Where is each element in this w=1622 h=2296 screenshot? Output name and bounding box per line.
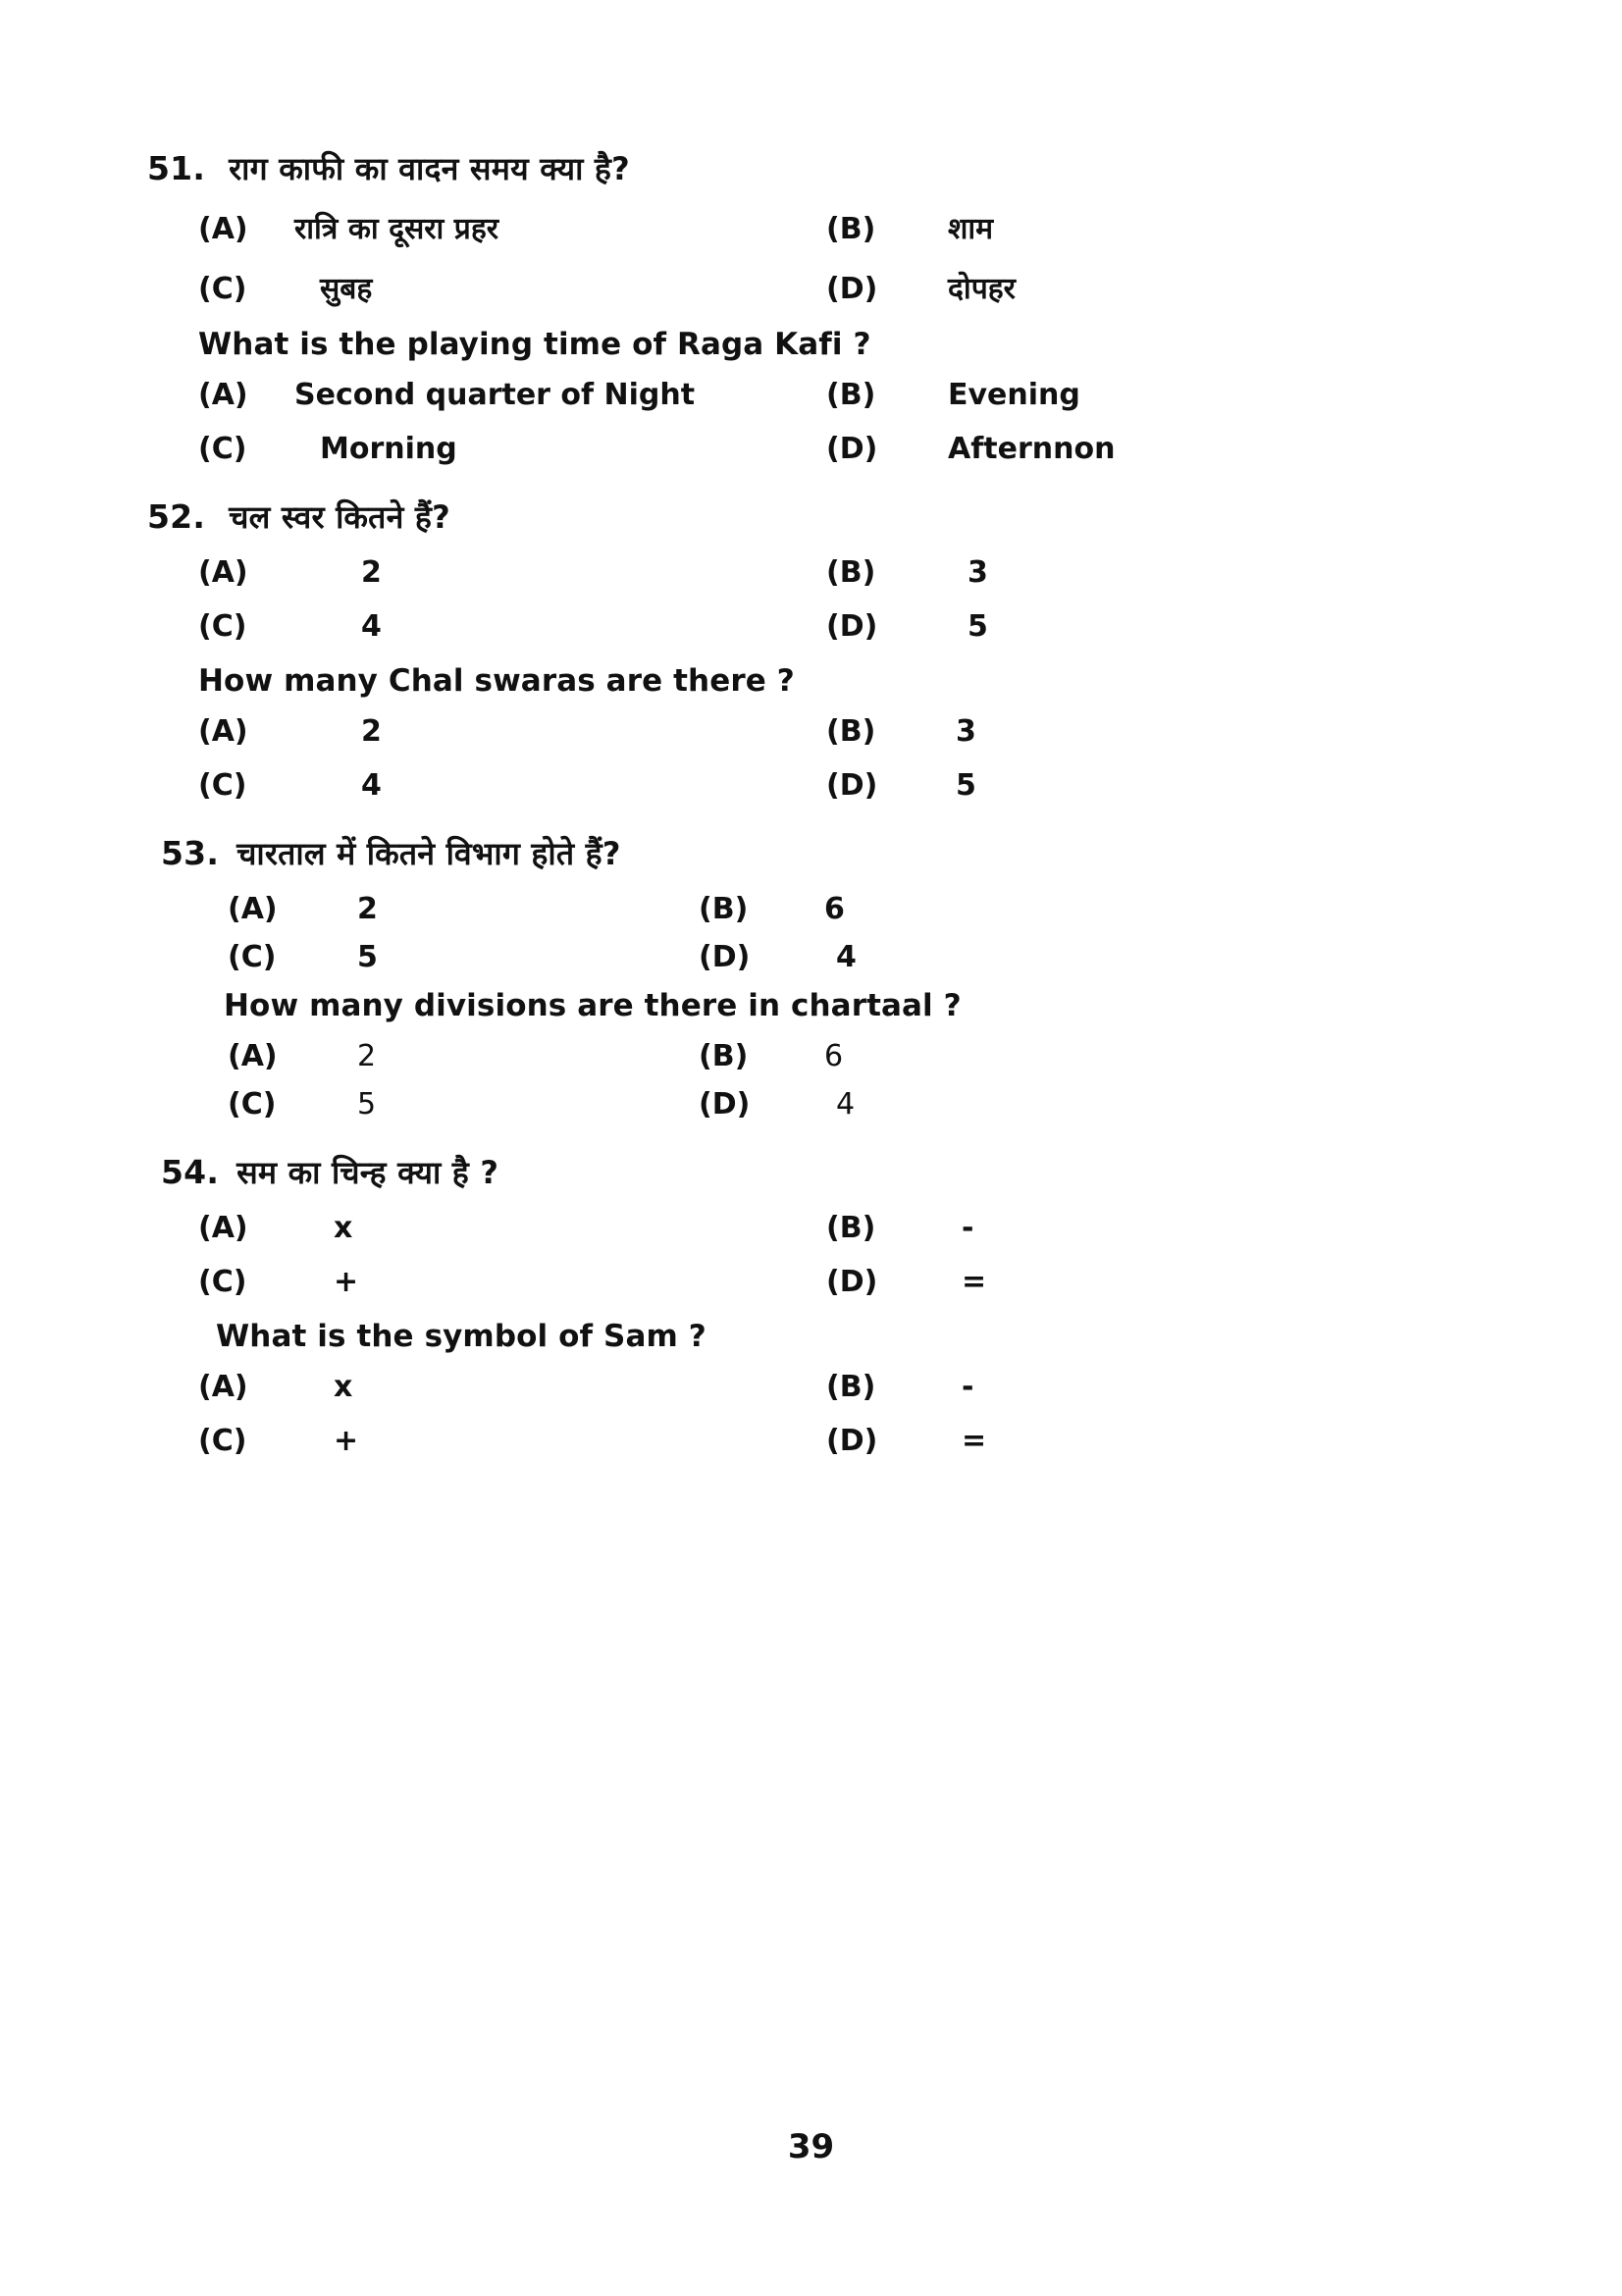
option-value: 5 xyxy=(357,1087,377,1122)
option-key: (B) xyxy=(826,1370,876,1404)
option-b-en[interactable] xyxy=(826,1370,1356,1404)
question-block xyxy=(147,1151,1494,1458)
option-key: (C) xyxy=(198,1265,247,1299)
option-c-en[interactable] xyxy=(228,1087,699,1122)
option-value: दोपहर xyxy=(948,272,1016,306)
option-value: 4 xyxy=(361,768,382,803)
option-value: = xyxy=(962,1424,987,1458)
option-c[interactable] xyxy=(198,1265,826,1299)
option-c-en[interactable] xyxy=(198,1424,826,1458)
question-text-hindi: राग काफी का वादन समय क्या है? xyxy=(229,150,630,187)
question-text-english: How many divisions are there in chartaal ? xyxy=(224,988,962,1023)
option-value: 4 xyxy=(836,1087,856,1122)
option-key: (D) xyxy=(826,272,878,306)
option-value: 2 xyxy=(357,892,378,926)
question-text-hindi: सम का चिन्ह क्या है ? xyxy=(236,1154,499,1191)
option-d[interactable] xyxy=(826,267,1356,307)
option-key: (B) xyxy=(826,378,876,412)
option-key: (A) xyxy=(198,378,248,412)
option-key: (A) xyxy=(198,555,248,590)
question-text-english: How many Chal swaras are there ? xyxy=(198,663,795,699)
option-a[interactable] xyxy=(198,555,826,590)
option-key: (C) xyxy=(228,940,277,974)
question-text-english: What is the playing time of Raga Kafi ? xyxy=(198,327,871,362)
question-heading xyxy=(161,1151,1494,1193)
option-a-en[interactable] xyxy=(198,714,826,749)
option-row xyxy=(198,267,1494,307)
option-value: 4 xyxy=(361,609,382,644)
option-b[interactable] xyxy=(826,555,1356,590)
option-row xyxy=(198,378,1494,412)
option-value: - xyxy=(962,1370,974,1404)
option-d[interactable] xyxy=(826,1265,1356,1299)
option-value: 3 xyxy=(968,555,988,590)
option-key: (C) xyxy=(198,1424,247,1458)
option-row xyxy=(198,555,1494,590)
question-block xyxy=(147,496,1494,803)
option-row xyxy=(198,714,1494,749)
option-row xyxy=(198,207,1494,247)
option-row xyxy=(198,432,1494,466)
option-key: (C) xyxy=(198,768,247,803)
option-value: + xyxy=(334,1265,359,1299)
option-value: Morning xyxy=(320,432,457,466)
option-b-en[interactable] xyxy=(826,378,1356,412)
option-value: शाम xyxy=(948,212,994,246)
option-a[interactable] xyxy=(198,1211,826,1245)
option-value: x xyxy=(334,1370,353,1404)
question-number: 54. xyxy=(161,1153,220,1191)
option-row xyxy=(198,768,1494,803)
option-row xyxy=(228,940,1494,974)
question-text-hindi: चल स्वर कितने हैं? xyxy=(229,498,450,536)
option-key: (C) xyxy=(198,272,247,306)
option-d[interactable] xyxy=(699,940,1229,974)
option-b[interactable] xyxy=(826,1211,1356,1245)
option-value: रात्रि का दूसरा प्रहर xyxy=(294,212,499,246)
option-key: (C) xyxy=(198,609,247,644)
option-key: (B) xyxy=(826,714,876,749)
option-value: 5 xyxy=(357,940,378,974)
option-value: 2 xyxy=(357,1039,377,1073)
option-row xyxy=(228,1087,1494,1122)
option-value: - xyxy=(962,1211,974,1245)
option-value: = xyxy=(962,1265,987,1299)
option-d-en[interactable] xyxy=(699,1087,1229,1122)
option-c[interactable] xyxy=(198,609,826,644)
option-d-en[interactable] xyxy=(826,432,1356,466)
option-value: 2 xyxy=(361,714,382,749)
option-d-en[interactable] xyxy=(826,1424,1356,1458)
option-c[interactable] xyxy=(198,267,826,307)
question-number: 52. xyxy=(147,497,206,536)
option-key: (D) xyxy=(826,1424,878,1458)
option-d[interactable] xyxy=(826,609,1356,644)
option-key: (B) xyxy=(826,555,876,590)
question-block xyxy=(147,832,1494,1122)
option-a[interactable] xyxy=(228,892,699,926)
question-block xyxy=(147,147,1494,466)
option-row xyxy=(228,892,1494,926)
question-text-english: What is the symbol of Sam ? xyxy=(216,1319,706,1354)
option-value: सुबह xyxy=(320,272,373,306)
option-key: (D) xyxy=(826,768,878,803)
question-heading xyxy=(147,496,1494,538)
option-row xyxy=(198,609,1494,644)
option-value: 5 xyxy=(956,768,976,803)
option-key: (A) xyxy=(198,1211,248,1245)
option-value: 6 xyxy=(824,1039,844,1073)
option-key: (A) xyxy=(198,212,248,246)
option-value: + xyxy=(334,1424,359,1458)
option-value: Second quarter of Night xyxy=(294,378,696,412)
option-value: 6 xyxy=(824,892,845,926)
option-key: (A) xyxy=(198,1370,248,1404)
option-key: (D) xyxy=(699,1087,751,1122)
option-key: (C) xyxy=(198,432,247,466)
option-b-en[interactable] xyxy=(699,1039,1229,1073)
option-a[interactable] xyxy=(198,207,826,247)
option-value: x xyxy=(334,1211,353,1245)
option-key: (B) xyxy=(699,1039,749,1073)
option-row xyxy=(198,1370,1494,1404)
option-row xyxy=(198,1211,1494,1245)
option-key: (B) xyxy=(826,1211,876,1245)
option-value: 5 xyxy=(968,609,988,644)
option-c-en[interactable] xyxy=(198,432,826,466)
option-a-en[interactable] xyxy=(198,378,826,412)
option-c-en[interactable] xyxy=(198,768,826,803)
option-a-en[interactable] xyxy=(228,1039,699,1073)
question-text-hindi: चारताल में कितने विभाग होते हैं? xyxy=(236,835,621,872)
page-number: 39 xyxy=(787,2127,835,2166)
option-key: (B) xyxy=(826,212,876,246)
option-value: Evening xyxy=(948,378,1080,412)
option-value: 2 xyxy=(361,555,382,590)
option-value: 4 xyxy=(836,940,857,974)
option-key: (A) xyxy=(228,892,278,926)
option-key: (D) xyxy=(699,940,751,974)
option-row xyxy=(198,1424,1494,1458)
option-row xyxy=(198,1265,1494,1299)
option-c[interactable] xyxy=(228,940,699,974)
option-row xyxy=(228,1039,1494,1073)
option-value: Afternnon xyxy=(948,432,1116,466)
option-b[interactable] xyxy=(699,892,1229,926)
option-key: (D) xyxy=(826,609,878,644)
question-heading xyxy=(161,832,1494,874)
option-key: (D) xyxy=(826,432,878,466)
option-key: (A) xyxy=(198,714,248,749)
option-value: 3 xyxy=(956,714,976,749)
option-key: (A) xyxy=(228,1039,278,1073)
option-key: (D) xyxy=(826,1265,878,1299)
option-d-en[interactable] xyxy=(826,768,1356,803)
question-number: 53. xyxy=(161,834,220,872)
question-heading xyxy=(147,147,1494,189)
option-key: (C) xyxy=(228,1087,277,1122)
option-a-en[interactable] xyxy=(198,1370,826,1404)
option-key: (B) xyxy=(699,892,749,926)
option-b[interactable] xyxy=(826,207,1356,247)
option-b-en[interactable] xyxy=(826,714,1356,749)
question-number: 51. xyxy=(147,149,206,187)
